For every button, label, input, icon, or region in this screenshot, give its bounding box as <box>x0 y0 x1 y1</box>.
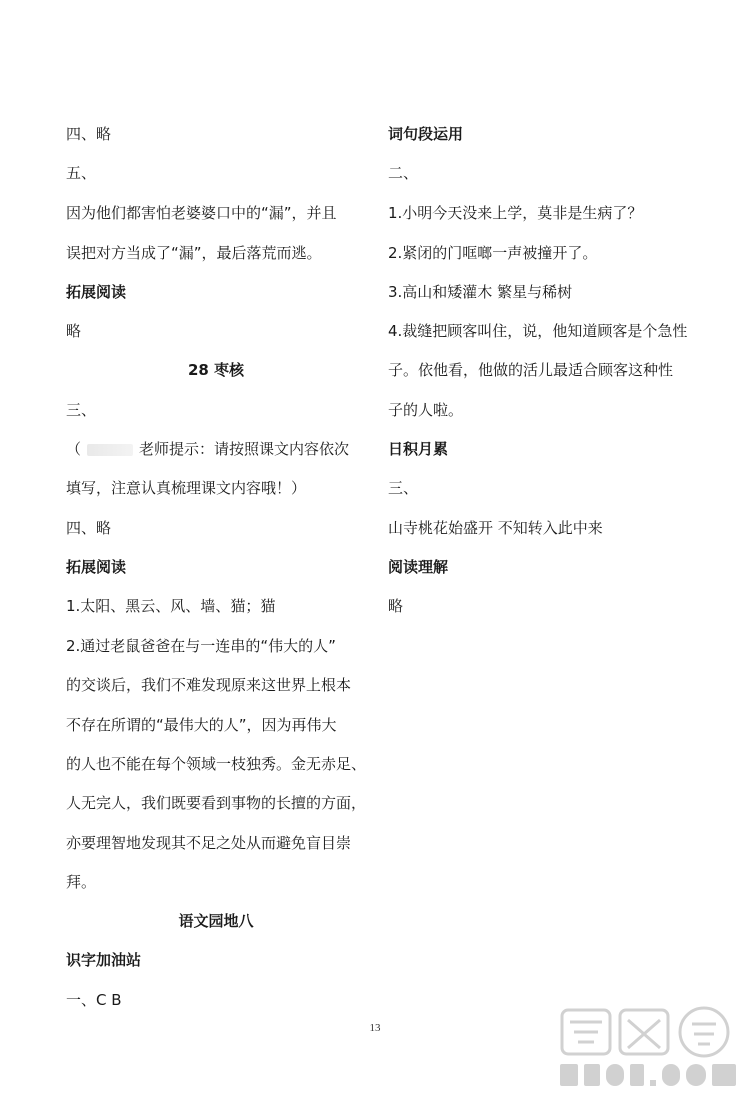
answer-section-three: 三、 <box>66 401 97 419</box>
page-number: 13 <box>369 1022 381 1034</box>
answer-text-line: 亦要理智地发现其不足之处从而避免盲目崇 <box>66 834 352 852</box>
lesson-title: 28 枣核 <box>187 361 245 379</box>
answer-text-line: 3.高山和矮灌木 繁星与稀树 <box>388 283 573 301</box>
answer-text-line: 子的人啦。 <box>388 401 464 419</box>
answer-text-line: 1.太阳、黑云、风、墙、猫；猫 <box>66 597 276 615</box>
answer-text-line: 略 <box>388 597 404 615</box>
section-heading-literacy: 识字加油站 <box>66 951 142 969</box>
section-heading-reading-comprehension: 阅读理解 <box>388 558 449 576</box>
answer-section-three: 三、 <box>388 479 419 497</box>
answer-text-line: 的人也不能在每个领域一枝独秀。金无赤足、 <box>66 755 367 773</box>
answer-text-line: 不存在所谓的“最伟大的人”，因为再伟大 <box>66 716 337 734</box>
teacher-tip-line <box>66 439 349 459</box>
answer-text-line: 人无完人，我们既要看到事物的长擅的方面， <box>66 794 367 812</box>
answer-text-line: 子。依他看，他做的活儿最适合顾客这种性 <box>388 361 674 379</box>
answer-section-four: 四、略 <box>66 125 112 143</box>
answer-text-line: 2.紧闭的门哐啷一声被撞开了。 <box>388 244 598 262</box>
blurred-region <box>87 444 133 456</box>
answer-text-line: 误把对方当成了“漏”，最后落荒而逃。 <box>66 244 322 262</box>
answer-section-two: 二、 <box>388 164 419 182</box>
section-heading-extended-reading: 拓展阅读 <box>66 558 127 576</box>
paren-open: （ <box>66 440 82 458</box>
answer-text-line: 的交谈后，我们不难发现原来这世界上根本 <box>66 676 352 694</box>
section-heading-sentence-use: 词句段运用 <box>388 125 464 143</box>
answer-text-line: 因为他们都害怕老婆婆口中的“漏”，并且 <box>66 204 337 222</box>
answer-section-one: 一、C B <box>66 991 122 1009</box>
answer-text-line: 2.通过老鼠爸爸在与一连串的“伟大的人” <box>66 637 336 655</box>
unit-title: 语文园地八 <box>178 912 254 930</box>
answer-text-line: 拜。 <box>66 873 97 891</box>
section-heading-daily-accumulation: 日积月累 <box>388 440 449 458</box>
answer-text-line: 4.裁缝把顾客叫住，说，他知道顾客是个急性 <box>388 322 688 340</box>
teacher-tip-line-2: 填写，注意认真梳理课文内容哦！） <box>66 479 307 497</box>
answer-text-line: 1.小明今天没来上学，莫非是生病了？ <box>388 204 643 222</box>
teacher-tip-text: 老师提示：请按照课文内容依次 <box>139 440 350 458</box>
answer-text-line: 略 <box>66 322 82 340</box>
answer-section-four: 四、略 <box>66 519 112 537</box>
answer-section-five: 五、 <box>66 164 97 182</box>
answer-text-line: 山寺桃花始盛开 不知转入此中来 <box>388 519 603 537</box>
section-heading-extended-reading: 拓展阅读 <box>66 283 127 301</box>
watermark-logo <box>554 1002 744 1094</box>
